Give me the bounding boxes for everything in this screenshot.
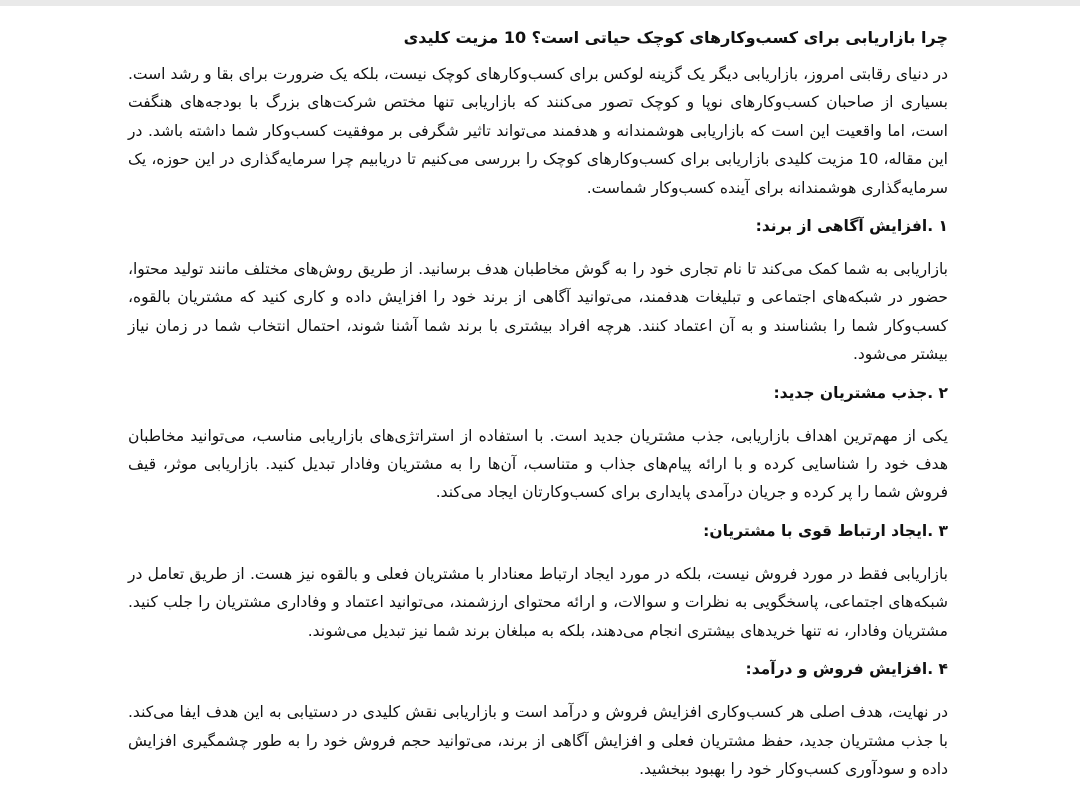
document-body bbox=[128, 18, 948, 794]
section-heading-new-customers: ۲ .جذب مشتریان جدید: bbox=[773, 383, 948, 402]
section-heading-customer-relationship: ۳ .ایجاد ارتباط قوی با مشتریان: bbox=[703, 521, 948, 540]
intro-paragraph: در دنیای رقابتی امروز، بازاریابی دیگر یک گزینه لوکس برای کسب‌وکارهای کوچک نیست، بلکه یک ضرورت برای بقا و رشد است. بسیاری از صاحبان کسب‌وکارهای نوپا و کوچک تصور می‌کنند که بازاریابی تنها مختص شرکت‌های بزرگ با بودجه‌های هنگفت است، اما واقعیت این است که بازاریابی هوشمندانه و هدفمند می‌تواند تاثیر شگرفی بر موفقیت کسب‌وکار شما داشته باشد. در این مقاله، 10 مزیت کلیدی بازاریابی برای کسب‌وکارهای کوچک را بررسی می‌کنیم تا دریابیم چرا سرمایه‌گذاری در این حوزه، یک سرمایه‌گذاری هوشمندانه برای آینده کسب‌وکار شماست. bbox=[128, 65, 948, 197]
section-body-sales-revenue: در نهایت، هدف اصلی هر کسب‌وکاری افزایش فروش و درآمد است و بازاریابی نقش کلیدی در دستیابی به این هدف ایفا می‌کند. با جذب مشتریان جدید، حفظ مشتریان فعلی و افزایش آگاهی از برند، می‌توانید حجم فروش خود را به طور چشمگیری افزایش داده و سودآوری کسب‌وکار خود را بهبود ببخشید. bbox=[128, 703, 948, 778]
section-heading-sales-revenue: ۴ .افزایش فروش و درآمد: bbox=[745, 660, 948, 679]
section-heading-brand-awareness: ۱ .افزایش آگاهی از برند: bbox=[755, 217, 948, 236]
document-title: چرا بازاریابی برای کسب‌وکارهای کوچک حیاتی است؟ 10 مزیت کلیدی bbox=[403, 28, 948, 47]
page-top-edge bbox=[0, 0, 1080, 6]
section-body-customer-relationship: بازاریابی فقط در مورد فروش نیست، بلکه در مورد ایجاد ارتباط معنادار با مشتریان فعلی و بالقوه نیز هست. از طریق تعامل در شبکه‌های اجتماعی، پاسخگویی به نظرات و سوالات، و ارائه محتوای ارزشمند، می‌توانید اعتماد و وفاداری مشتریان را جلب کنید. مشتریان وفادار، نه تنها خریدهای بیشتری انجام می‌دهند، بلکه به مبلغان برند شما نیز تبدیل می‌شوند. bbox=[128, 564, 948, 640]
section-body-brand-awareness: بازاریابی به شما کمک می‌کند تا نام تجاری خود را به گوش مخاطبان هدف برسانید. از طریق روش‌های مختلف مانند تولید محتوا، حضور در شبکه‌های اجتماعی و تبلیغات هدفمند، می‌توانید آگاهی از برند خود را افزایش داده و کاری کنید که مشتریان بالقوه، کسب‌وکار شما را بشناسند و به آن اعتماد کنند. هرچه افراد بیشتری با برند شما آشنا شوند، احتمال انتخاب شما در زمان نیاز بیشتر می‌شود. bbox=[128, 260, 948, 364]
section-body-new-customers: یکی از مهم‌ترین اهداف بازاریابی، جذب مشتریان جدید است. با استفاده از استراتژی‌های بازاریابی مناسب، می‌توانید مخاطبان هدف خود را شناسایی کرده و با ارائه پیام‌های جذاب و متناسب، آن‌ها را به مشتریان وفادار تبدیل کنید. بازاریابی موثر، قیف فروش شما را پر کرده و جریان درآمدی پایداری برای کسب‌وکارتان ایجاد می‌کند. bbox=[128, 426, 948, 502]
